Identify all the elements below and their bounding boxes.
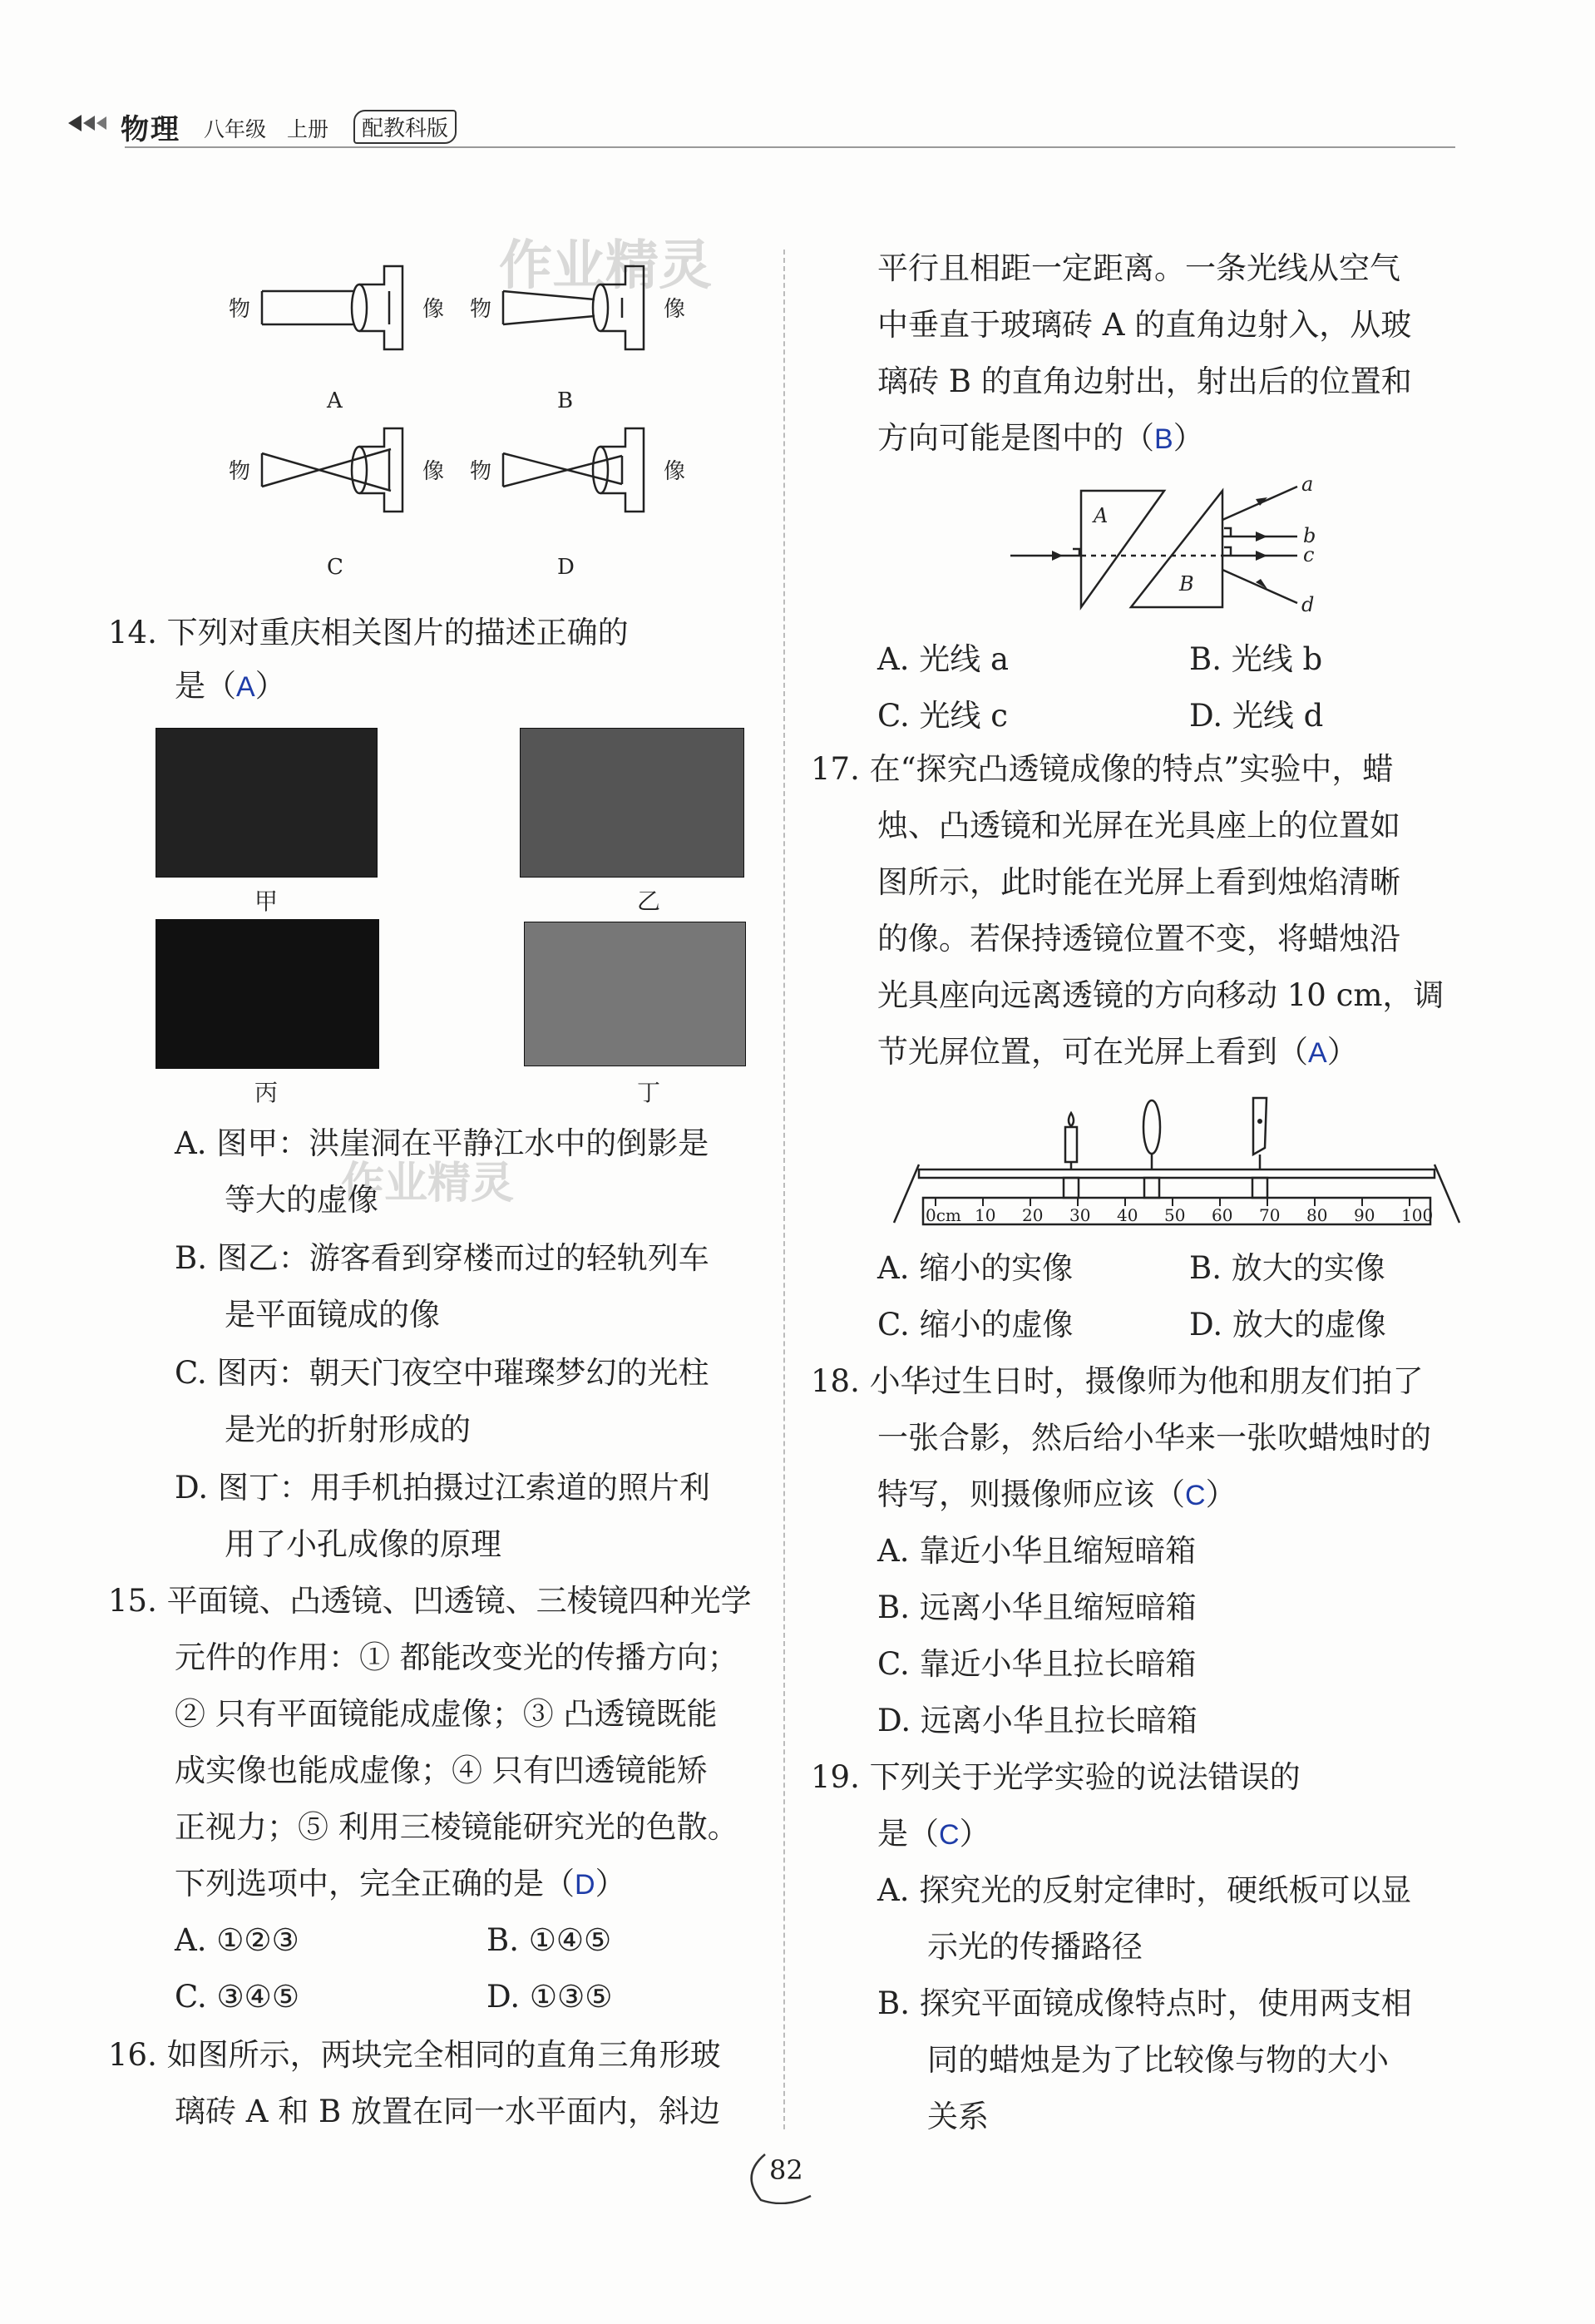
photo-ding-cableway xyxy=(524,922,746,1066)
answer-17: A xyxy=(1308,1037,1327,1069)
figure-option-label: D xyxy=(557,555,575,580)
option-18-b: B. 远离小华且缩短暗箱 xyxy=(877,1590,1197,1625)
question-14-stem: 14. 下列对重庆相关图片的描述正确的 xyxy=(108,615,629,650)
answer-18: C xyxy=(1185,1480,1206,1511)
question-16-stem: 中垂直于玻璃砖 A 的直角边射入，从玻 xyxy=(877,307,1412,343)
watermark: 作业精灵 xyxy=(499,235,712,297)
option-15-a: A. ①②③ xyxy=(175,1922,299,1958)
header-edition-badge: 配教科版 xyxy=(353,110,457,144)
question-15-stem: 下列选项中，完全正确的是（D） xyxy=(175,1866,626,1901)
option-14-b: B. 图乙：游客看到穿楼而过的轻轨列车 xyxy=(175,1240,709,1276)
page-number: 82 xyxy=(769,2154,803,2186)
option-14-d: 用了小孔成像的原理 xyxy=(225,1526,501,1562)
prism-a-label: A xyxy=(1094,504,1109,527)
photo-yi-monorail xyxy=(520,728,744,878)
question-16-stem: 璃砖 B 的直角边射出，射出后的位置和 xyxy=(877,363,1412,399)
image-label: 像 xyxy=(422,459,445,484)
option-14-c: 是光的折射形成的 xyxy=(225,1412,471,1447)
column-divider xyxy=(783,250,785,2129)
option-19-b: B. 探究平面镜成像特点时，使用两支相 xyxy=(877,1985,1412,2021)
question-16-stem: 璃砖 A 和 B 放置在同一水平面内，斜边 xyxy=(175,2094,720,2129)
question-15-stem: 15. 平面镜、凸透镜、凹透镜、三棱镜四种光学 xyxy=(108,1583,752,1619)
question-17-stem: 17. 在“探究凸透镜成像的特点”实验中，蜡 xyxy=(811,751,1394,787)
option-15-b: B. ①④⑤ xyxy=(486,1922,612,1958)
bench-tick-label: 0cm xyxy=(926,1205,961,1225)
watermark: 作业精灵 xyxy=(341,1159,515,1209)
photo-label: 丙 xyxy=(254,1079,278,1106)
bench-tick-label: 80 xyxy=(1306,1205,1328,1225)
photo-label: 乙 xyxy=(636,888,660,915)
question-15-stem: 成实像也能成虚像；④ 只有凹透镜能矫 xyxy=(175,1753,708,1788)
question-16-stem: 平行且相距一定距离。一条光线从空气 xyxy=(877,250,1400,286)
option-14-a: 等大的虚像 xyxy=(225,1182,378,1218)
option-14-a: A. 图甲：洪崖洞在平静江水中的倒影是 xyxy=(175,1125,709,1161)
image-label: 像 xyxy=(422,297,445,322)
question-17-stem: 烛、凸透镜和光屏在光具座上的位置如 xyxy=(877,808,1400,843)
answer-19: C xyxy=(939,1819,960,1851)
camera-lens-figure xyxy=(216,241,748,591)
bench-tick-label: 50 xyxy=(1164,1205,1186,1225)
optical-bench-figure xyxy=(886,1090,1468,1231)
option-16-b: B. 光线 b xyxy=(1189,641,1323,677)
option-17-c: C. 缩小的虚像 xyxy=(877,1307,1074,1342)
option-18-c: C. 靠近小华且拉长暗箱 xyxy=(877,1646,1197,1682)
bench-tick-label: 20 xyxy=(1022,1205,1044,1225)
ray-label: b xyxy=(1303,524,1316,547)
figure-option-label: A xyxy=(327,388,343,413)
prism-b-label: B xyxy=(1179,572,1194,596)
question-18-stem: 一张合影，然后给小华来一张吹蜡烛时的 xyxy=(877,1420,1431,1456)
option-14-b: 是平面镜成的像 xyxy=(225,1297,440,1333)
question-16-stem: 方向可能是图中的（B） xyxy=(877,420,1204,456)
ray-label: a xyxy=(1301,472,1314,496)
answer-14: A xyxy=(236,671,255,703)
bench-tick-label: 10 xyxy=(975,1205,996,1225)
header-grade: 八年级 xyxy=(204,117,267,141)
question-17-stem: 节光屏位置，可在光屏上看到（A） xyxy=(877,1034,1358,1070)
figure-option-label: B xyxy=(557,388,574,413)
option-16-a: A. 光线 a xyxy=(877,641,1010,677)
photo-label: 丁 xyxy=(636,1079,660,1106)
bench-tick-label: 60 xyxy=(1212,1205,1233,1225)
question-17-stem: 光具座向远离透镜的方向移动 10 cm，调 xyxy=(877,977,1444,1013)
question-18-stem: 18. 小华过生日时，摄像师为他和朋友们拍了 xyxy=(811,1363,1424,1399)
option-17-b: B. 放大的实像 xyxy=(1189,1250,1385,1286)
option-16-c: C. 光线 c xyxy=(877,698,1008,734)
answer-16: B xyxy=(1154,423,1173,455)
answer-15: D xyxy=(575,1869,595,1901)
object-label: 物 xyxy=(470,297,492,322)
header-rule xyxy=(125,146,1455,148)
figure-option-label: C xyxy=(327,555,343,580)
object-label: 物 xyxy=(229,459,251,484)
header-term: 上册 xyxy=(287,117,329,141)
option-18-d: D. 远离小华且拉长暗箱 xyxy=(877,1703,1197,1738)
option-16-d: D. 光线 d xyxy=(1189,698,1324,734)
question-15-stem: 元件的作用：① 都能改变光的传播方向； xyxy=(175,1639,738,1675)
photo-bing-night xyxy=(156,919,379,1069)
option-19-b: 同的蜡烛是为了比较像与物的大小 xyxy=(927,2042,1389,2078)
object-label: 物 xyxy=(470,459,492,484)
option-17-d: D. 放大的虚像 xyxy=(1189,1307,1386,1342)
question-18-stem: 特写，则摄像师应该（C） xyxy=(877,1476,1237,1512)
question-17-stem: 图所示，此时能在光屏上看到烛焰清晰 xyxy=(877,864,1400,900)
option-19-a: A. 探究光的反射定律时，硬纸板可以显 xyxy=(877,1872,1412,1908)
bench-tick-label: 90 xyxy=(1354,1205,1375,1225)
image-label: 像 xyxy=(664,297,686,322)
option-15-c: C. ③④⑤ xyxy=(175,1979,300,2015)
question-16-stem: 16. 如图所示，两块完全相同的直角三角形玻 xyxy=(108,2037,721,2073)
option-15-d: D. ①③⑤ xyxy=(486,1979,613,2015)
option-17-a: A. 缩小的实像 xyxy=(877,1250,1074,1286)
option-14-c: C. 图丙：朝天门夜空中璀璨梦幻的光柱 xyxy=(175,1355,709,1391)
ray-label: c xyxy=(1303,543,1315,566)
glass-prism-figure xyxy=(1006,466,1339,624)
photo-label: 甲 xyxy=(254,888,278,915)
ray-label: d xyxy=(1301,593,1315,616)
header-subject: 物理 xyxy=(121,113,180,146)
bench-tick-label: 40 xyxy=(1117,1205,1138,1225)
header-arrow-icon xyxy=(65,106,118,140)
bench-tick-label: 30 xyxy=(1069,1205,1091,1225)
option-18-a: A. 靠近小华且缩短暗箱 xyxy=(877,1533,1197,1569)
image-label: 像 xyxy=(664,459,686,484)
option-19-b: 关系 xyxy=(927,2099,989,2134)
bench-tick-label: 70 xyxy=(1259,1205,1281,1225)
question-17-stem: 的像。若保持透镜位置不变，将蜡烛沿 xyxy=(877,921,1400,957)
question-19-stem: 是（C） xyxy=(877,1816,990,1852)
question-19-stem: 19. 下列关于光学实验的说法错误的 xyxy=(811,1759,1301,1795)
question-15-stem: 正视力；⑤ 利用三棱镜能研究光的色散。 xyxy=(175,1809,738,1845)
bench-tick-label: 100 xyxy=(1401,1205,1434,1225)
option-19-a: 示光的传播路径 xyxy=(927,1929,1143,1965)
photo-jia-skyline xyxy=(156,728,378,878)
option-14-d: D. 图丁：用手机拍摄过江索道的照片利 xyxy=(175,1470,710,1506)
question-14-stem: 是（A） xyxy=(175,668,286,704)
object-label: 物 xyxy=(229,297,251,322)
question-15-stem: ② 只有平面镜能成虚像；③ 凸透镜既能 xyxy=(175,1696,718,1732)
